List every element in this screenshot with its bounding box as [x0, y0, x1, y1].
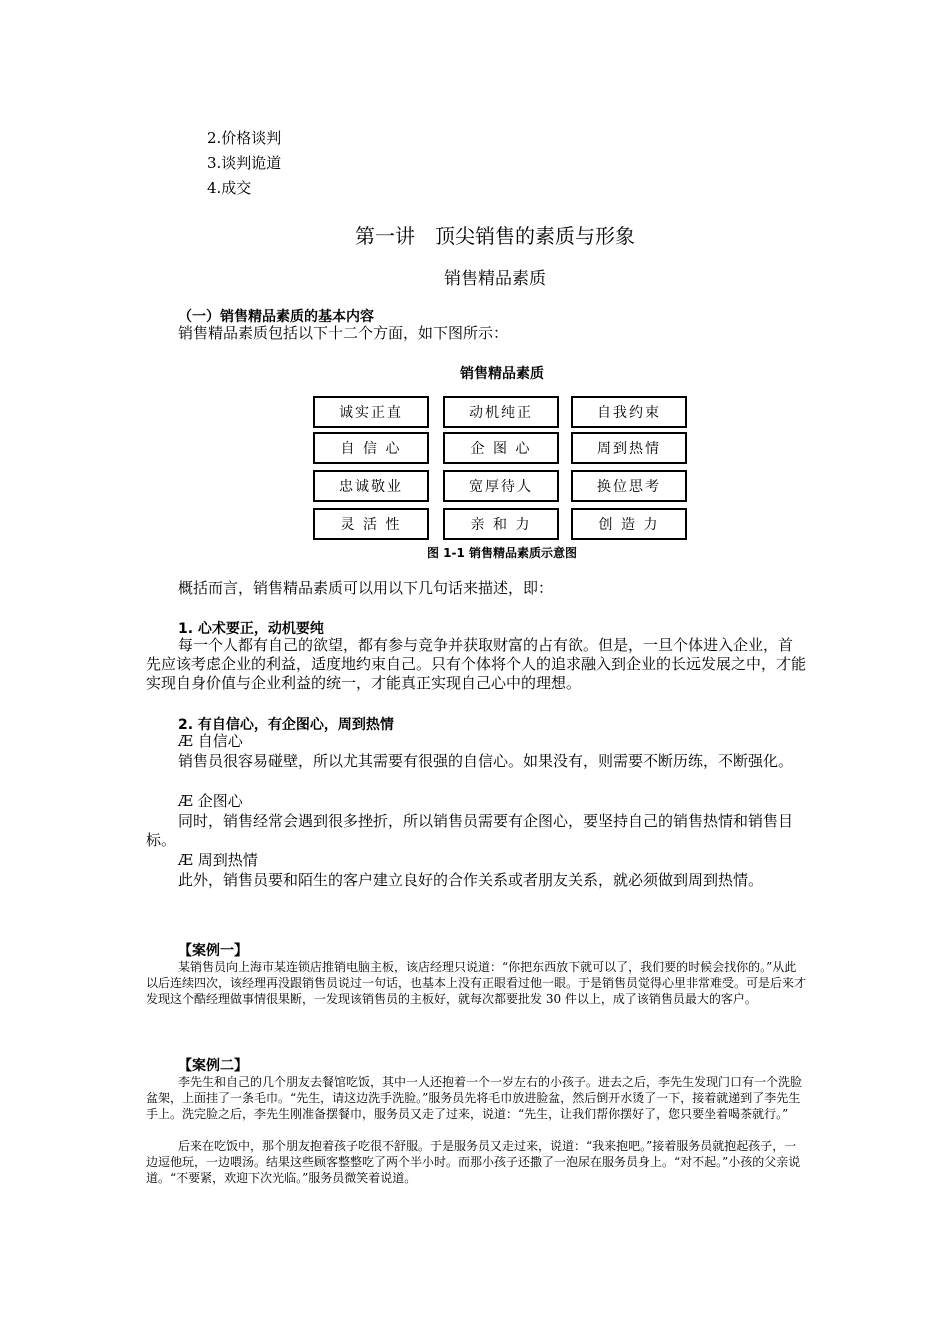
case2-heading: 【案例二】: [178, 1058, 248, 1074]
section-title: 销售精品素质: [444, 269, 546, 289]
quality-cell: 自我约束: [571, 396, 687, 428]
quality-cell: 宽厚待人: [443, 470, 559, 502]
point2-heading: 2. 有自信心，有企图心，周到热情: [178, 717, 394, 733]
point1-heading: 1. 心术要正，动机要纯: [178, 621, 324, 637]
point2-label-warmth: Æ 周到热情: [178, 851, 258, 869]
quality-cell: 诚实正直: [313, 396, 429, 428]
point1-text: 每一个人都有自己的欲望，都有参与竞争并获取财富的占有欲。但是，一旦个体进入企业，首先应该考虑企业的利益，适度地约束自己。只有个体将个人的追求融入到企业的长远发展之中，才能实现自身价值与企业利益的统一，才能真正实现自己心中的理想。: [146, 636, 807, 692]
point2-text-ambition: 同时，销售经常会遇到很多挫折，所以销售员需要有企图心，要坚持自己的销售热情和销售目标。: [146, 812, 794, 849]
diagram-title: 销售精品素质: [460, 366, 544, 382]
point2-text-warmth: 此外，销售员要和陌生的客户建立良好的合作关系或者朋友关系，就必须做到周到热情。: [178, 871, 764, 889]
point2-label-ambition: Æ 企图心: [178, 792, 243, 810]
quality-cell: 动机纯正: [443, 396, 559, 428]
quality-cell: 周到热情: [571, 432, 687, 464]
chapter-title: 第一讲 顶尖销售的素质与形象: [355, 224, 635, 248]
point2-label-confidence: Æ 自信心: [178, 732, 243, 750]
toc-item-2: 2.价格谈判: [207, 129, 282, 147]
case1-heading: 【案例一】: [178, 943, 248, 959]
quality-cell: 企 图 心: [443, 432, 559, 464]
point2-text-confidence: 销售员很容易碰壁，所以尤其需要有很强的自信心。如果没有，则需要不断历练，不断强化。: [178, 752, 794, 770]
case2-paragraph-2: 后来在吃饭中，那个朋友抱着孩子吃很不舒服。于是服务员又走过来，说道：“我来抱吧。”接着服务员就抱起孩子，一边逗他玩，一边喂汤。结果这些顾客整整吃了两个半小时。而那小孩子还撒了一泡尿在服务员身上。“对不起。”小孩的父亲说道。“不要紧，欢迎下次光临。”服务员微笑着说道。: [146, 1139, 801, 1185]
quality-cell: 灵 活 性: [313, 508, 429, 540]
quality-cell: 亲 和 力: [443, 508, 559, 540]
quality-cell: 创 造 力: [571, 508, 687, 540]
case1-text: 某销售员向上海市某连锁店推销电脑主板，该店经理只说道：“你把东西放下就可以了，我们要的时候会找你的。”从此以后连续四次，该经理再没跟销售员说过一句话，也基本上没有正眼看过他一眼。于是销售员觉得心里非常难受。可是后来才发现这个酷经理做事情很果断，一发现该销售员的主板好，就每次都要批发 30 件以上，成了该销售员最大的客户。: [146, 960, 807, 1006]
quality-cell: 换位思考: [571, 470, 687, 502]
quality-cell: 自 信 心: [313, 432, 429, 464]
toc-item-3: 3.谈判诡道: [207, 154, 282, 172]
summary-sentence: 概括而言，销售精品素质可以用以下几句话来描述，即：: [178, 579, 554, 597]
intro-sentence: 销售精品素质包括以下十二个方面，如下图所示：: [178, 324, 509, 342]
figure-caption: 图 1-1 销售精品素质示意图: [426, 546, 578, 560]
toc-item-4: 4.成交: [207, 179, 252, 197]
subsection-heading: （一）销售精品素质的基本内容: [178, 309, 374, 325]
qualities-grid: [313, 396, 691, 542]
quality-cell: 忠诚敬业: [313, 470, 429, 502]
case2-paragraph-1: 李先生和自己的几个朋友去餐馆吃饭，其中一人还抱着一个一岁左右的小孩子。进去之后，李先生发现门口有一个洗脸盆架，上面挂了一条毛巾。“先生，请这边洗手洗脸。”服务员先将毛巾放进脸盆，然后倒开水烫了一下，接着就递到了李先生手上。洗完脸之后，李先生刚准备摆餐巾，服务员又走了过来，说道：“先生，让我们帮你摆好了，您只要坐着喝茶就行。”: [146, 1075, 803, 1121]
